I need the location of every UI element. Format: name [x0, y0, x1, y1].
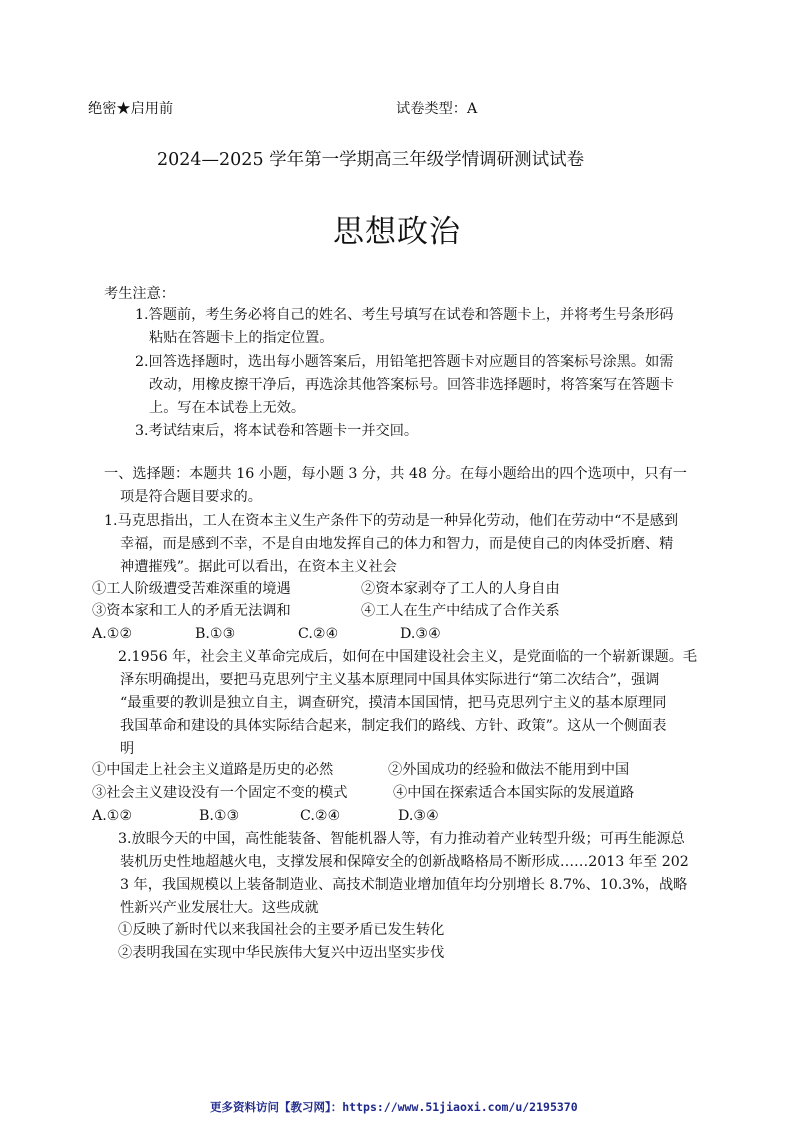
notice-heading: 考生注意：	[104, 286, 175, 302]
question-stem-line: 1.马克思指出，工人在资本主义生产条件下的劳动是一种异化劳动，他们在劳动中“不是感到	[104, 513, 679, 529]
section-line: 一、选择题：本题共 16 小题，每小题 3 分，共 48 分。在每小题给出的四个选项中，只有一	[104, 466, 687, 482]
section-line: 项是符合题目要求的。	[120, 489, 262, 505]
question-stem-line: 装机历史性地超越火电，支撑发展和保障安全的创新战略格局不断形成……2013 年至 202	[120, 854, 689, 870]
notice-item-2: 2.回答选择题时，选出每小题答案后，用铅笔把答题卡对应题目的答案标号涂黑。如需	[135, 354, 674, 370]
question-stem-line: 明	[120, 741, 135, 757]
answer-choice-d: D.③④	[400, 626, 441, 642]
statement-option: ④中国在探索适合本国实际的发展道路	[393, 785, 635, 801]
notice-item-1: 1.答题前，考生务必将自己的姓名、考生号填写在试卷和答题卡上，并将考生号条形码	[135, 307, 674, 323]
question-stem-line: 性新兴产业发展壮大。这些成就	[120, 900, 319, 916]
question-stem-line: 2.1956 年，社会主义革命完成后，如何在中国建设社会主义，是党面临的一个崭新课题。毛	[118, 649, 698, 665]
notice-item-2-cont: 改动，用橡皮擦干净后，再选涂其他答案标号。回答非选择题时，将答案写在答题卡	[149, 377, 674, 393]
question-stem-line: 幸福，而是感到不幸，不是自由地发挥自己的体力和智力，而是使自己的肉体受折磨、精	[120, 536, 674, 552]
answer-choice-b: B.①③	[195, 626, 236, 642]
statement-option: ②资本家剥夺了工人的人身自由	[361, 581, 560, 597]
exam-title: 2024—2025 学年第一学期高三年级学情调研测试试卷	[157, 150, 585, 170]
statement-option: ②外国成功的经验和做法不能用到中国	[388, 762, 630, 778]
answer-choice-a: A.①②	[92, 808, 133, 824]
question-stem-line: “最重要的教训是独立自主，调查研究，摸清本国国情，把马克思列宁主义的基本原理同	[120, 695, 667, 711]
question-stem-line: 3.放眼今天的中国，高性能装备、智能机器人等，有力推动着产业转型升级；可再生能源总	[118, 831, 685, 847]
question-stem-line: 泽东明确提出，要把马克思列宁主义基本原理同中国具体实际进行“第二次结合”，强调	[120, 672, 660, 688]
subject-title: 思想政治	[333, 214, 461, 250]
answer-choice-d: D.③④	[398, 808, 439, 824]
notice-item-1-cont: 粘贴在答题卡上的指定位置。	[149, 330, 334, 346]
statement-option: ②表明我国在实现中华民族伟大复兴中迈出坚实步伐	[118, 945, 445, 961]
answer-choice-c: C.②④	[298, 626, 339, 642]
footer-resource-link[interactable]: 更多资料访问【教习网】：https://www.51jiaoxi.com/u/2195370	[210, 1100, 578, 1114]
answer-choice-a: A.①②	[92, 626, 133, 642]
question-stem-line: 3 年，我国规模以上装备制造业、高技术制造业增加值年均分别增长 8.7%、10.3%，战略	[120, 877, 688, 893]
question-stem-line: 我国革命和建设的具体实际结合起来，制定我们的路线、方针、政策”。这从一个侧面表	[120, 718, 667, 734]
statement-option: ①中国走上社会主义道路是历史的必然	[92, 762, 334, 778]
secrecy-label: 绝密★启用前	[88, 101, 174, 117]
statement-option: ①反映了新时代以来我国社会的主要矛盾已发生转化	[118, 922, 445, 938]
answer-choice-c: C.②④	[300, 808, 341, 824]
notice-item-3: 3.考试结束后，将本试卷和答题卡一并交回。	[135, 423, 419, 439]
paper-type-label: 试卷类型：A	[396, 101, 478, 117]
notice-item-2-cont: 上。写在本试卷上无效。	[149, 400, 306, 416]
answer-choice-b: B.①③	[199, 808, 240, 824]
statement-option: ③资本家和工人的矛盾无法调和	[92, 603, 291, 619]
statement-option: ③社会主义建设没有一个固定不变的模式	[92, 785, 348, 801]
statement-option: ④工人在生产中结成了合作关系	[361, 603, 560, 619]
statement-option: ①工人阶级遭受苦难深重的境遇	[92, 581, 291, 597]
question-stem-line: 神遭摧残”。据此可以看出，在资本主义社会	[120, 559, 397, 575]
